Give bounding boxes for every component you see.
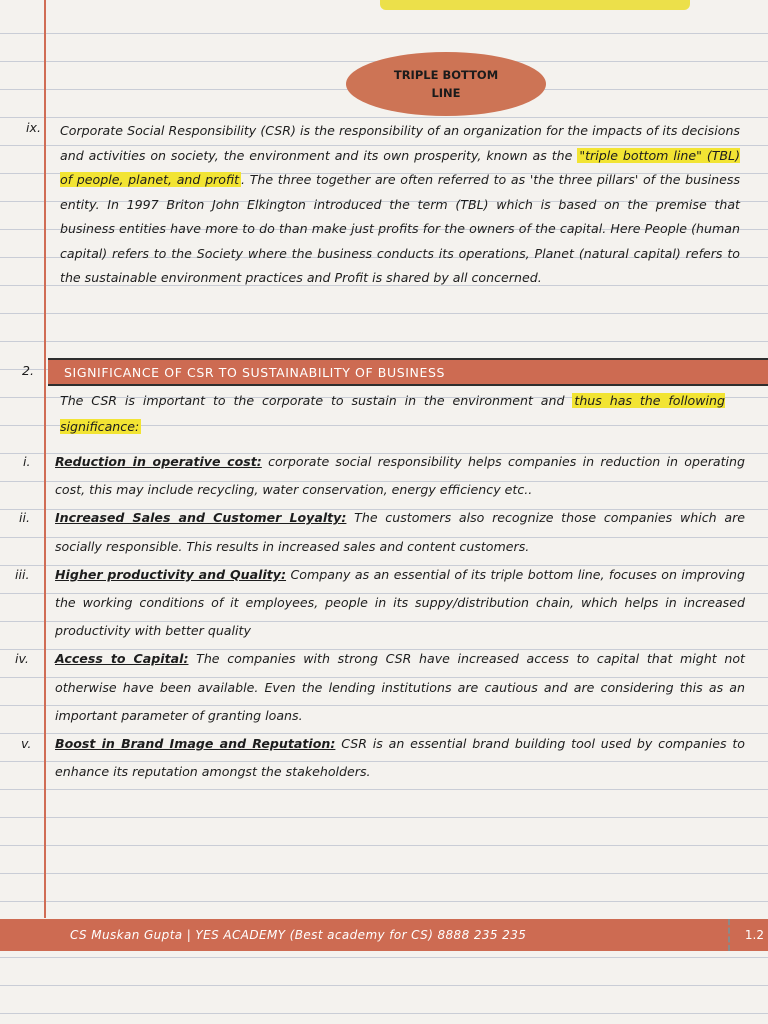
item-marker: v. xyxy=(21,736,32,752)
item-text: corporate social responsibility helps companies in reduction in operating cost, this may include recycling, water conservation, energy efficiency etc.. xyxy=(55,454,746,498)
footer-text: CS Muskan Gupta | YES ACADEMY (Best academy for CS) 8888 235 235 xyxy=(70,928,527,942)
footer-bar xyxy=(0,919,768,951)
intro-highlight: thus has the following significance: xyxy=(60,393,725,434)
title-bubble xyxy=(346,52,546,116)
item-marker: iv. xyxy=(15,651,29,667)
ix-highlight: "triple bottom line" (TBL) of people, planet, and profit xyxy=(60,147,740,187)
item-marker: iii. xyxy=(15,566,30,582)
item-text: Company as an essential of its triple bottom line, focuses on improving the working conditions of it employees, people in its suppy/distribution chain, which helps in increased productivity with better quality xyxy=(55,566,745,639)
intro-text: The CSR is important to the corporate to sustain in the environment and xyxy=(60,393,573,408)
list-item xyxy=(19,504,745,560)
list-item xyxy=(15,645,745,730)
item-marker: ii. xyxy=(19,510,31,526)
ix-text-start: Corporate Social Responsibility (CSR) is the responsibility of an organization for the impacts of its decisions and activities on society, the environment and its own prosperity, known as the xyxy=(60,123,740,163)
item-term: Access to Capital: xyxy=(55,651,189,667)
ix-text-end: . The three together are often referred to as 'the three pillars' of the business entity. In 1997 Briton John Elkington introduced the term (TBL) which is based on the premise that business entities have more to do than make just profits for the owners of the capital. Here People (human capital) refers to the Society where the business conducts its operations, Planet (natural capital) refers to the sustainable environment practices and Profit is shared by all concerned. xyxy=(60,172,741,285)
section-intro xyxy=(60,388,725,440)
item-term: Higher productivity and Quality: xyxy=(55,566,287,582)
item-text: The customers also recognize those companies which are socially responsible. This results in increased sales and content customers. xyxy=(55,510,745,554)
highlight-strip xyxy=(380,0,690,10)
item-text: The companies with strong CSR have increased access to capital that might not otherwise have been available. Even the lending institutions are cautious and are considering this as an important parameter of granting loans. xyxy=(55,651,745,723)
item-marker: i. xyxy=(23,454,31,469)
significance-list xyxy=(15,448,746,786)
point-ix-paragraph xyxy=(60,119,740,291)
item-term: Boost in Brand Image and Reputation: xyxy=(55,736,336,752)
section-number: 2. xyxy=(22,363,35,378)
bubble-text: TRIPLE BOTTOM LINE xyxy=(393,68,499,100)
margin-line xyxy=(44,0,46,918)
item-term: Reduction in operative cost: xyxy=(55,454,262,469)
list-item xyxy=(21,730,746,786)
section-heading xyxy=(48,358,768,386)
page-number: 1.2 xyxy=(728,919,768,951)
list-item xyxy=(15,561,745,646)
item-text: CSR is an essential brand building tool used by companies to enhance its reputation amongst the stakeholders. xyxy=(55,736,746,780)
point-marker-ix: ix. xyxy=(26,120,41,135)
section-title: SIGNIFICANCE OF CSR TO SUSTAINABILITY OF BUSINESS xyxy=(64,364,446,380)
list-item xyxy=(23,448,746,504)
item-term: Increased Sales and Customer Loyalty: xyxy=(55,510,347,526)
